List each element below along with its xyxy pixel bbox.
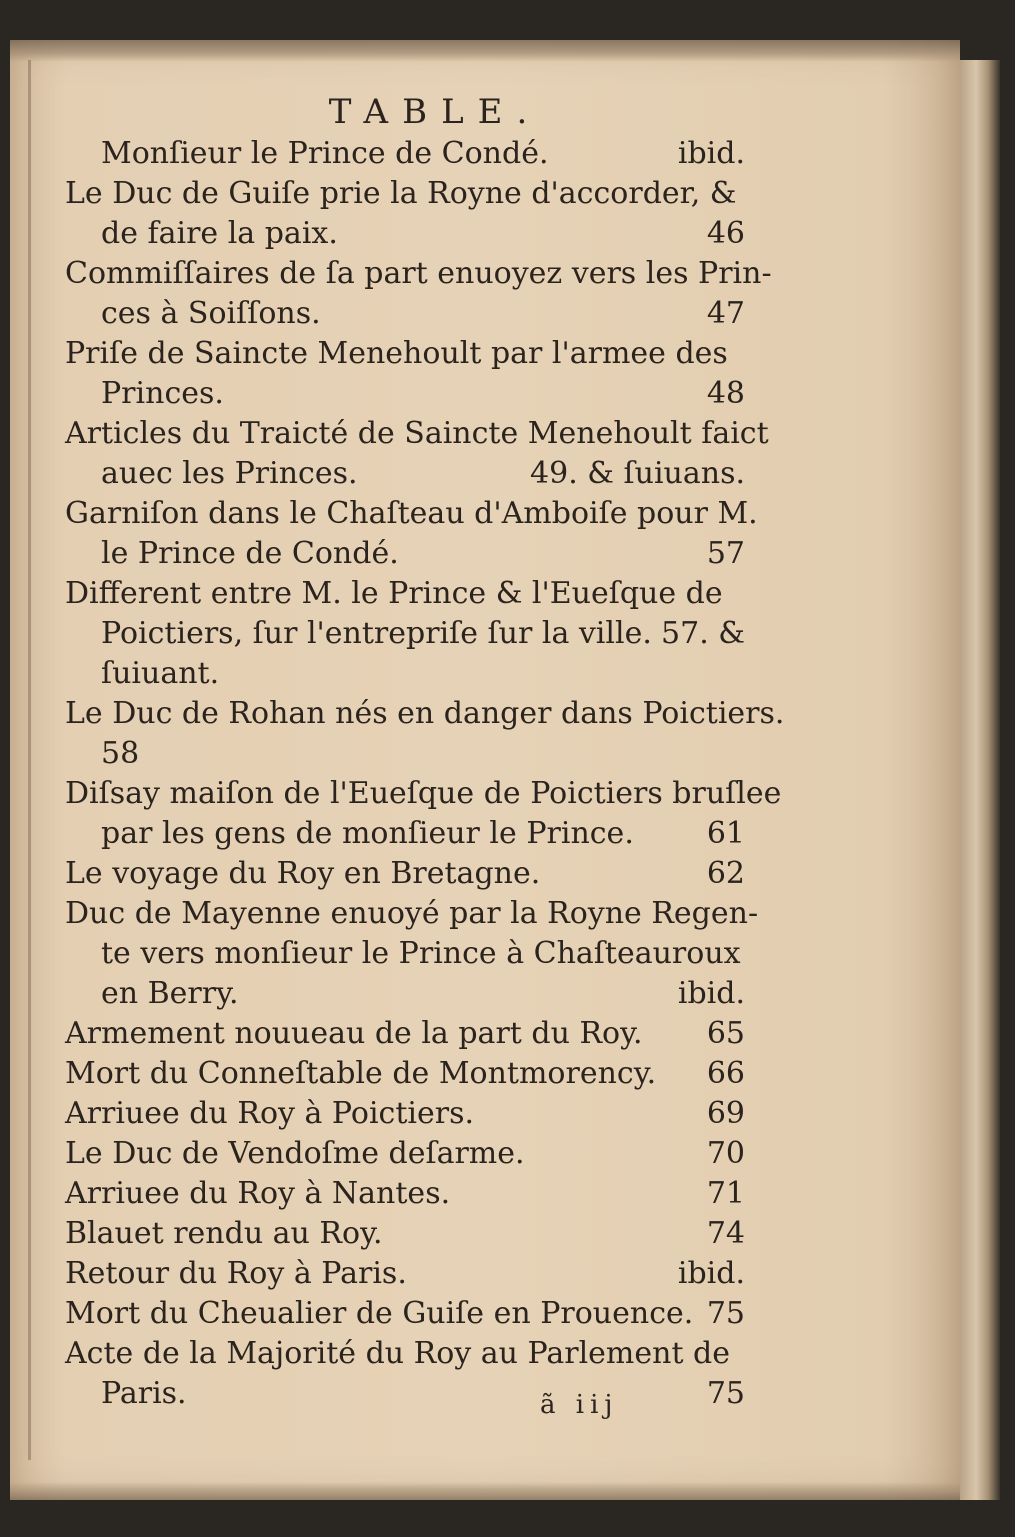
toc-entry-line bbox=[65, 1214, 765, 1254]
entry-list bbox=[65, 134, 785, 1414]
toc-page-number: 57. & bbox=[661, 616, 745, 651]
toc-entry-text: Princes. bbox=[101, 376, 224, 411]
toc-entry-text: Arriuee du Roy à Poictiers. bbox=[65, 1096, 475, 1131]
toc-entry bbox=[65, 574, 765, 694]
toc-entry bbox=[65, 694, 785, 774]
toc-entry-line bbox=[65, 1254, 765, 1294]
toc-page-number: 75 bbox=[706, 1376, 745, 1411]
toc-entry-text: en Berry. bbox=[101, 976, 239, 1011]
toc-entry bbox=[65, 1014, 765, 1054]
toc-entry-text: ſuiuant. bbox=[101, 656, 220, 691]
toc-entry-line bbox=[65, 974, 765, 1014]
toc-entry-text: Commiſſaires de ſa part enuoyez vers les Prin- bbox=[65, 256, 772, 291]
toc-page-number: 48 bbox=[706, 376, 745, 411]
toc-entry bbox=[65, 774, 782, 854]
toc-entry bbox=[65, 1214, 765, 1254]
toc-entry-line bbox=[65, 734, 765, 774]
toc-entry bbox=[65, 1134, 765, 1174]
toc-page-number: 71 bbox=[706, 1176, 745, 1211]
page-bottom-edge bbox=[10, 1482, 960, 1500]
toc-entry bbox=[65, 1334, 765, 1414]
toc-entry-line bbox=[65, 534, 765, 574]
toc-entry-text: Monſieur le Prince de Condé. bbox=[101, 136, 549, 171]
toc-entry bbox=[65, 174, 765, 254]
toc-entry-text: ces à Soiſſons. bbox=[101, 296, 321, 331]
toc-page-number: 66 bbox=[706, 1056, 745, 1091]
toc-entry bbox=[65, 1254, 765, 1294]
toc-entry-text: Mort du Conneſtable de Montmorency. bbox=[65, 1056, 657, 1091]
toc-entry-line bbox=[65, 1174, 765, 1214]
toc-entry-line bbox=[65, 1014, 765, 1054]
toc-entry-text: 58 bbox=[101, 736, 140, 771]
toc-entry-text: Armement nouueau de la part du Roy. bbox=[65, 1016, 643, 1051]
toc-entry-line bbox=[65, 1054, 765, 1094]
toc-entry-line bbox=[65, 294, 765, 334]
toc-entry-line bbox=[65, 1294, 765, 1334]
toc-page-number: 46 bbox=[706, 216, 745, 251]
toc-page-number: 65 bbox=[706, 1016, 745, 1051]
toc-entry-text: Le Duc de Rohan nés en danger dans Poictiers. bbox=[65, 696, 785, 731]
toc-entry-text: Le Duc de Vendoſme deſarme. bbox=[65, 1136, 525, 1171]
toc-entry-line bbox=[65, 654, 765, 694]
toc-entry-line bbox=[65, 934, 765, 974]
toc-entry-text: Diſsay maiſon de l'Eueſque de Poictiers bruſlee bbox=[65, 776, 782, 811]
toc-entry bbox=[65, 1094, 765, 1134]
toc-entry-line bbox=[65, 1134, 765, 1174]
toc-page-number: 49. & ſuiuans. bbox=[530, 456, 745, 491]
toc-entry-text: par les gens de monſieur le Prince. bbox=[101, 816, 634, 851]
toc-entry-line bbox=[65, 174, 765, 214]
toc-entry-line bbox=[65, 454, 765, 494]
toc-entry-text: Blauet rendu au Roy. bbox=[65, 1216, 383, 1251]
table-of-contents bbox=[65, 90, 785, 1414]
toc-page-number: 74 bbox=[706, 1216, 745, 1251]
toc-page-number: 61 bbox=[706, 816, 745, 851]
toc-entry bbox=[65, 254, 772, 334]
toc-page-number: 69 bbox=[706, 1096, 745, 1131]
toc-page-number: 62 bbox=[706, 856, 745, 891]
toc-entry bbox=[65, 494, 765, 574]
toc-entry-line bbox=[65, 374, 765, 414]
toc-page-number: 70 bbox=[706, 1136, 745, 1171]
toc-entry-line bbox=[65, 214, 765, 254]
toc-entry bbox=[65, 134, 765, 174]
toc-entry-text: Duc de Mayenne enuoyé par la Royne Regen- bbox=[65, 896, 759, 931]
signature-mark: ã iij bbox=[540, 1390, 619, 1420]
toc-entry-text: Poictiers, ſur l'entrepriſe ſur la ville. bbox=[101, 616, 652, 651]
toc-entry-text: Le voyage du Roy en Bretagne. bbox=[65, 856, 541, 891]
gutter-line bbox=[28, 60, 31, 1460]
toc-entry bbox=[65, 1294, 765, 1334]
toc-page-number: 75 bbox=[706, 1296, 745, 1331]
toc-entry-text: le Prince de Condé. bbox=[101, 536, 399, 571]
toc-entry-text: Articles du Traicté de Saincte Menehoult faict bbox=[65, 416, 769, 451]
toc-entry bbox=[65, 1174, 765, 1214]
toc-entry-line bbox=[65, 1094, 765, 1134]
toc-page-number: 47 bbox=[706, 296, 745, 331]
toc-entry-line bbox=[65, 334, 765, 374]
toc-entry-text: Arriuee du Roy à Nantes. bbox=[65, 1176, 451, 1211]
toc-entry-line bbox=[65, 254, 772, 294]
toc-entry-line bbox=[65, 894, 765, 934]
toc-entry-line bbox=[65, 414, 769, 454]
toc-entry-text: te vers monſieur le Prince à Chaſteauroux bbox=[101, 936, 741, 971]
toc-entry-line bbox=[65, 494, 765, 534]
toc-entry bbox=[65, 1054, 765, 1094]
toc-entry-line bbox=[65, 1374, 765, 1414]
toc-entry-text: Paris. bbox=[101, 1376, 187, 1411]
toc-page-number: ibid. bbox=[677, 136, 745, 171]
toc-entry-line bbox=[65, 614, 765, 654]
toc-entry-text: Different entre M. le Prince & l'Eueſque de bbox=[65, 576, 723, 611]
toc-entry-text: de faire la paix. bbox=[101, 216, 338, 251]
toc-entry-text: Retour du Roy à Paris. bbox=[65, 1256, 407, 1291]
toc-page-number: ibid. bbox=[677, 976, 745, 1011]
toc-entry bbox=[65, 894, 765, 1014]
toc-entry-text: auec les Princes. bbox=[101, 456, 358, 491]
toc-entry-text: Acte de la Majorité du Roy au Parlement de bbox=[65, 1336, 730, 1371]
toc-entry-text: Mort du Cheualier de Guiſe en Prouence. bbox=[65, 1296, 694, 1331]
toc-entry-line bbox=[65, 814, 765, 854]
toc-page-number: 57 bbox=[706, 536, 745, 571]
page-top-edge bbox=[10, 40, 960, 62]
toc-entry-line bbox=[65, 854, 765, 894]
toc-entry bbox=[65, 414, 769, 494]
toc-entry bbox=[65, 854, 765, 894]
toc-entry-line bbox=[65, 134, 765, 174]
page-header: TABLE. bbox=[328, 92, 542, 132]
toc-entry-line bbox=[65, 1334, 765, 1374]
toc-entry-text: Priſe de Saincte Menehoult par l'armee des bbox=[65, 336, 728, 371]
toc-entry-line bbox=[65, 574, 765, 614]
toc-page-number: ibid. bbox=[677, 1256, 745, 1291]
toc-entry-text: Garniſon dans le Chaſteau d'Amboiſe pour M. bbox=[65, 496, 758, 531]
toc-entry-line bbox=[65, 694, 785, 734]
toc-entry-line bbox=[65, 774, 782, 814]
toc-entry-text: Le Duc de Guiſe prie la Royne d'accorder, & bbox=[65, 176, 737, 211]
toc-entry bbox=[65, 334, 765, 414]
page-stack-edge bbox=[960, 60, 1000, 1500]
